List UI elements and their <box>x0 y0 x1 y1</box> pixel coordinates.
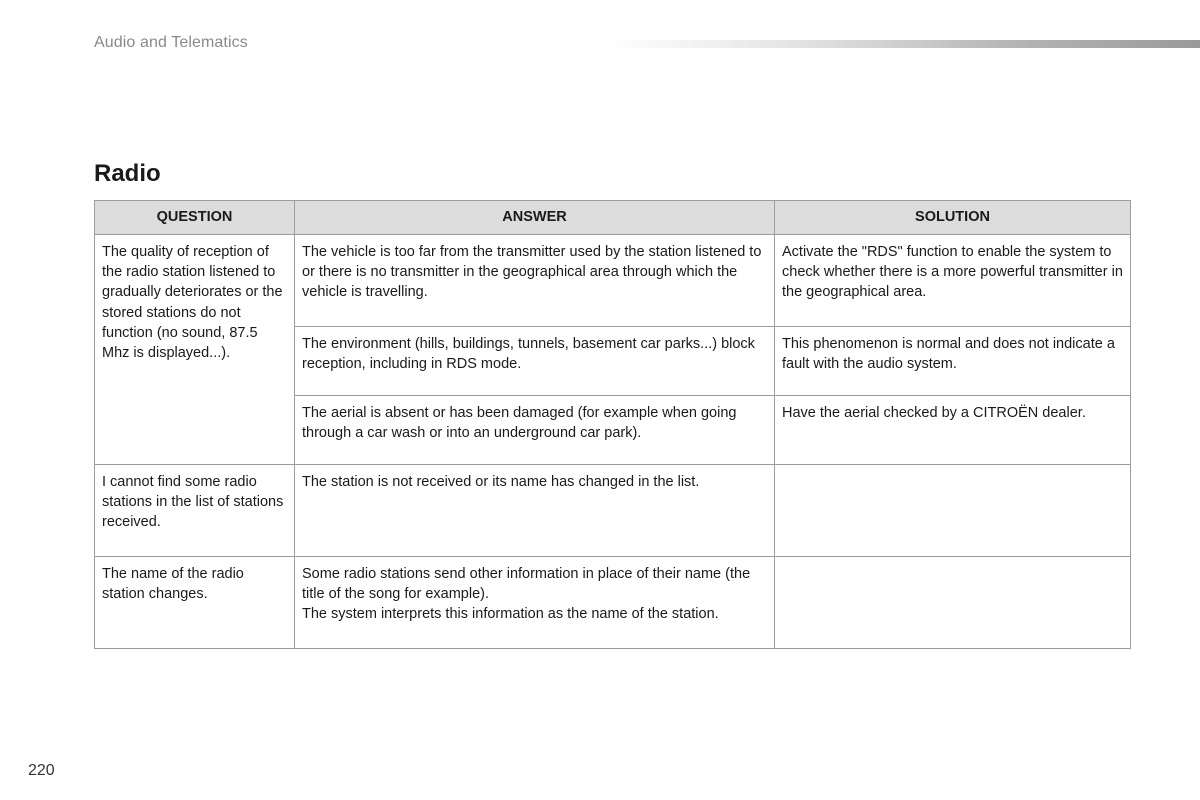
solution-cell: Activate the "RDS" function to enable the system to check whether there is a more powerful transmitter in the geographical area. <box>775 235 1131 327</box>
header-gradient-bar <box>605 40 1200 48</box>
table-row <box>95 557 1131 649</box>
answer-cell: The vehicle is too far from the transmitter used by the station listened to or there is no transmitter in the geographical area through which the vehicle is travelling. <box>295 235 775 327</box>
header-section-name: Audio and Telematics <box>94 34 248 51</box>
page-number: 220 <box>28 762 55 779</box>
troubleshooting-table <box>94 200 1131 649</box>
question-cell: The quality of reception of the radio station listened to gradually deteriorates or the stored stations do not function (no sound, 87.5 Mhz is displayed...). <box>95 235 295 465</box>
page-title: Radio <box>94 160 161 187</box>
solution-cell: Have the aerial checked by a CITROËN dealer. <box>775 396 1131 465</box>
solution-cell <box>775 557 1131 649</box>
question-cell: The name of the radio station changes. <box>95 557 295 649</box>
column-header-solution: SOLUTION <box>775 201 1131 235</box>
column-header-question: QUESTION <box>95 201 295 235</box>
answer-line: Some radio stations send other information in place of their name (the title of the song for example). <box>302 566 751 603</box>
answer-line: The system interprets this information as the name of the station. <box>302 606 719 623</box>
solution-cell <box>775 465 1131 557</box>
table-header-row <box>95 201 1131 235</box>
column-header-answer: ANSWER <box>295 201 775 235</box>
answer-cell: The environment (hills, buildings, tunnels, basement car parks...) block reception, including in RDS mode. <box>295 327 775 396</box>
question-cell: I cannot find some radio stations in the list of stations received. <box>95 465 295 557</box>
answer-cell: The station is not received or its name has changed in the list. <box>295 465 775 557</box>
solution-cell: This phenomenon is normal and does not indicate a fault with the audio system. <box>775 327 1131 396</box>
table-row <box>95 235 1131 327</box>
table-row <box>95 465 1131 557</box>
answer-cell: The aerial is absent or has been damaged (for example when going through a car wash or into an underground car park). <box>295 396 775 465</box>
answer-cell <box>295 557 775 649</box>
